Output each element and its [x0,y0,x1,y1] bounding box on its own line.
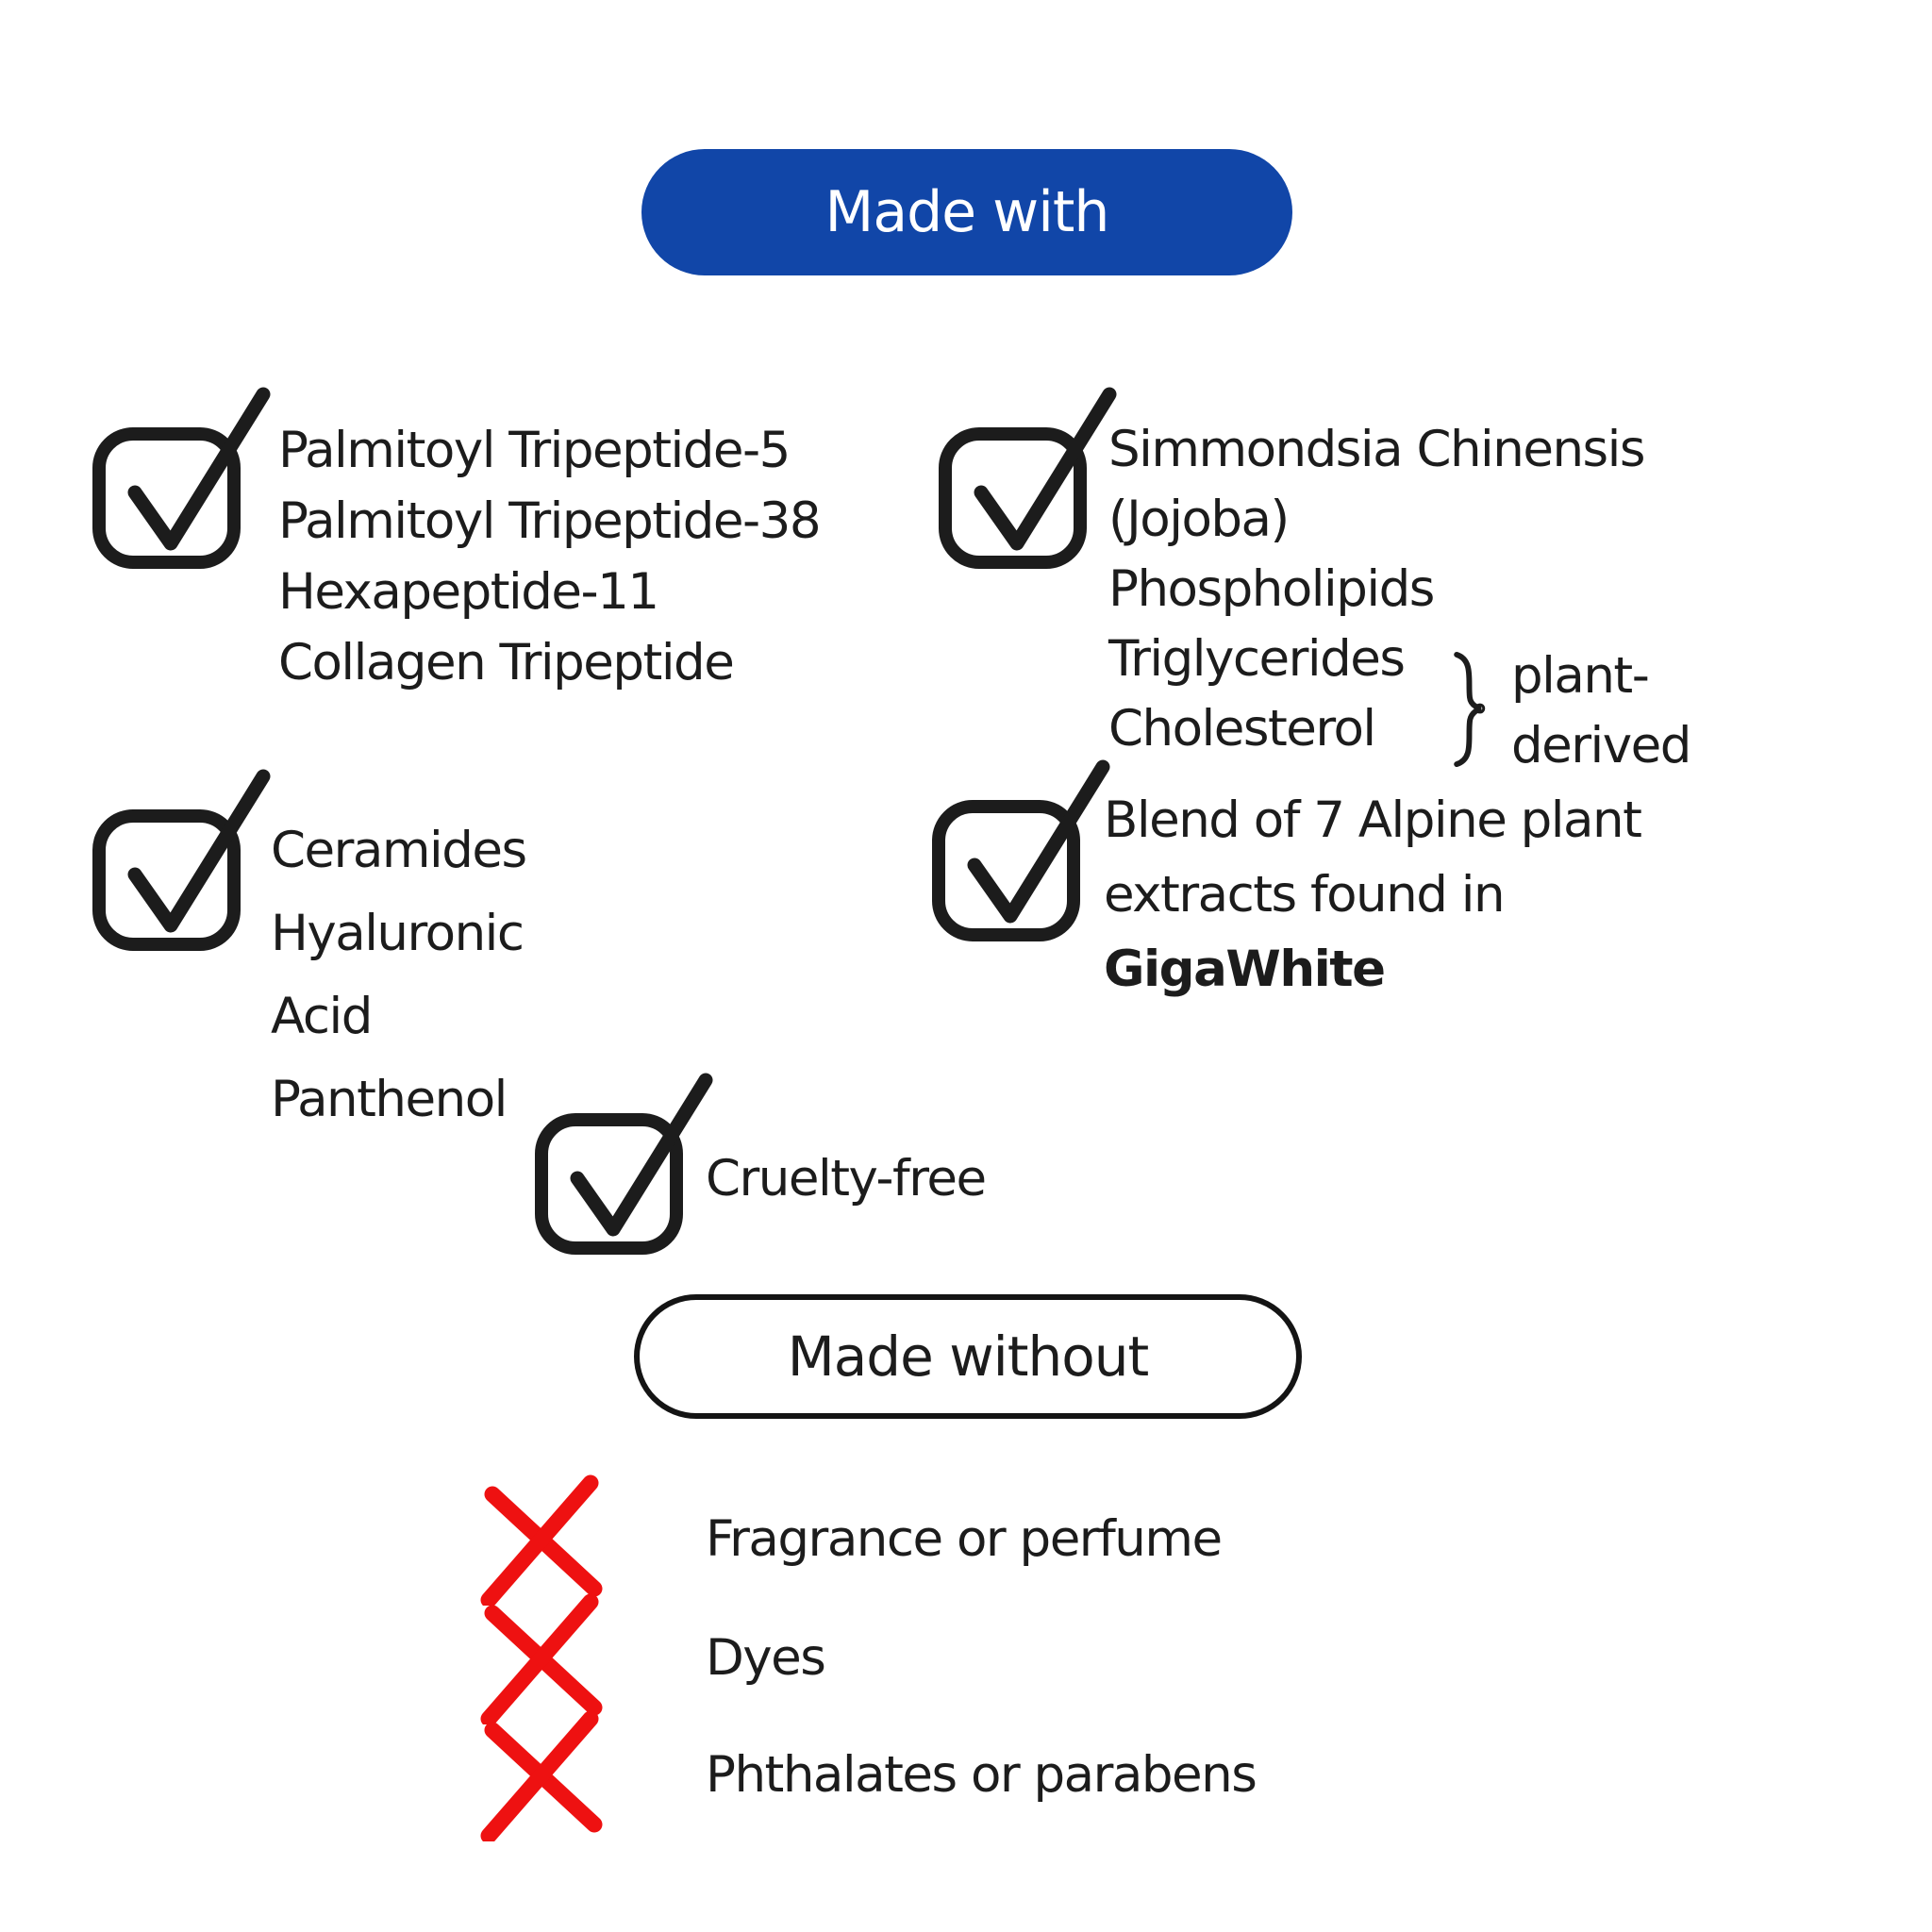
checkbox-checked-icon [936,377,1124,575]
ingredient-line: Blend of 7 Alpine plant [1104,791,1641,849]
ingredient-line: Cholesterol [1108,700,1375,758]
excluded-item-phthalates: Phthalates or parabens [706,1746,1257,1804]
check-item-cruelty-free: Cruelty-free [706,1150,986,1208]
made-with-label: Made with [824,179,1109,245]
plant-derived-annotation [1511,641,1690,781]
ingredient-line: Palmitoyl Tripeptide-5 [278,422,790,479]
ingredient-line: extracts found in [1104,866,1505,924]
check-item-hydrators [271,809,526,1141]
ingredient-line: Panthenol [271,1071,507,1128]
ingredient-line: Simmondsia Chinensis [1108,421,1645,478]
made-without-pill [634,1294,1302,1419]
checkbox-checked-icon [929,750,1118,948]
checkbox-checked-icon [90,377,278,575]
excluded-item-fragrance: Fragrance or perfume [706,1510,1222,1568]
checkbox-checked-icon [532,1063,721,1261]
cross-icon [479,1709,607,1841]
annotation-line: derived [1511,717,1690,774]
ingredient-line: Hexapeptide-11 [278,563,658,621]
cross-icon [479,1592,607,1724]
cross-icon [479,1474,607,1606]
excluded-item-dyes: Dyes [706,1629,825,1687]
annotation-line: plant- [1511,647,1649,705]
ingredient-line: Phospholipids [1108,560,1434,618]
check-item-gigawhite [1104,783,1641,1007]
made-without-label: Made without [787,1324,1149,1389]
ingredient-line: Hyaluronic [271,905,524,962]
ingredient-line: Triglycerides [1108,630,1405,688]
ingredient-line: Collagen Tripeptide [278,634,734,691]
curly-brace [1449,649,1487,770]
ingredient-line: Palmitoyl Tripeptide-38 [278,492,821,550]
ingredient-line: Ceramides [271,822,526,879]
made-with-pill [641,149,1292,275]
check-item-peptides [278,415,820,698]
checkbox-checked-icon [90,759,278,958]
ingredient-line: (Jojoba) [1108,491,1289,548]
ingredient-line: Acid [271,988,372,1045]
gigawhite-brand-line: GigaWhite [1104,941,1385,998]
